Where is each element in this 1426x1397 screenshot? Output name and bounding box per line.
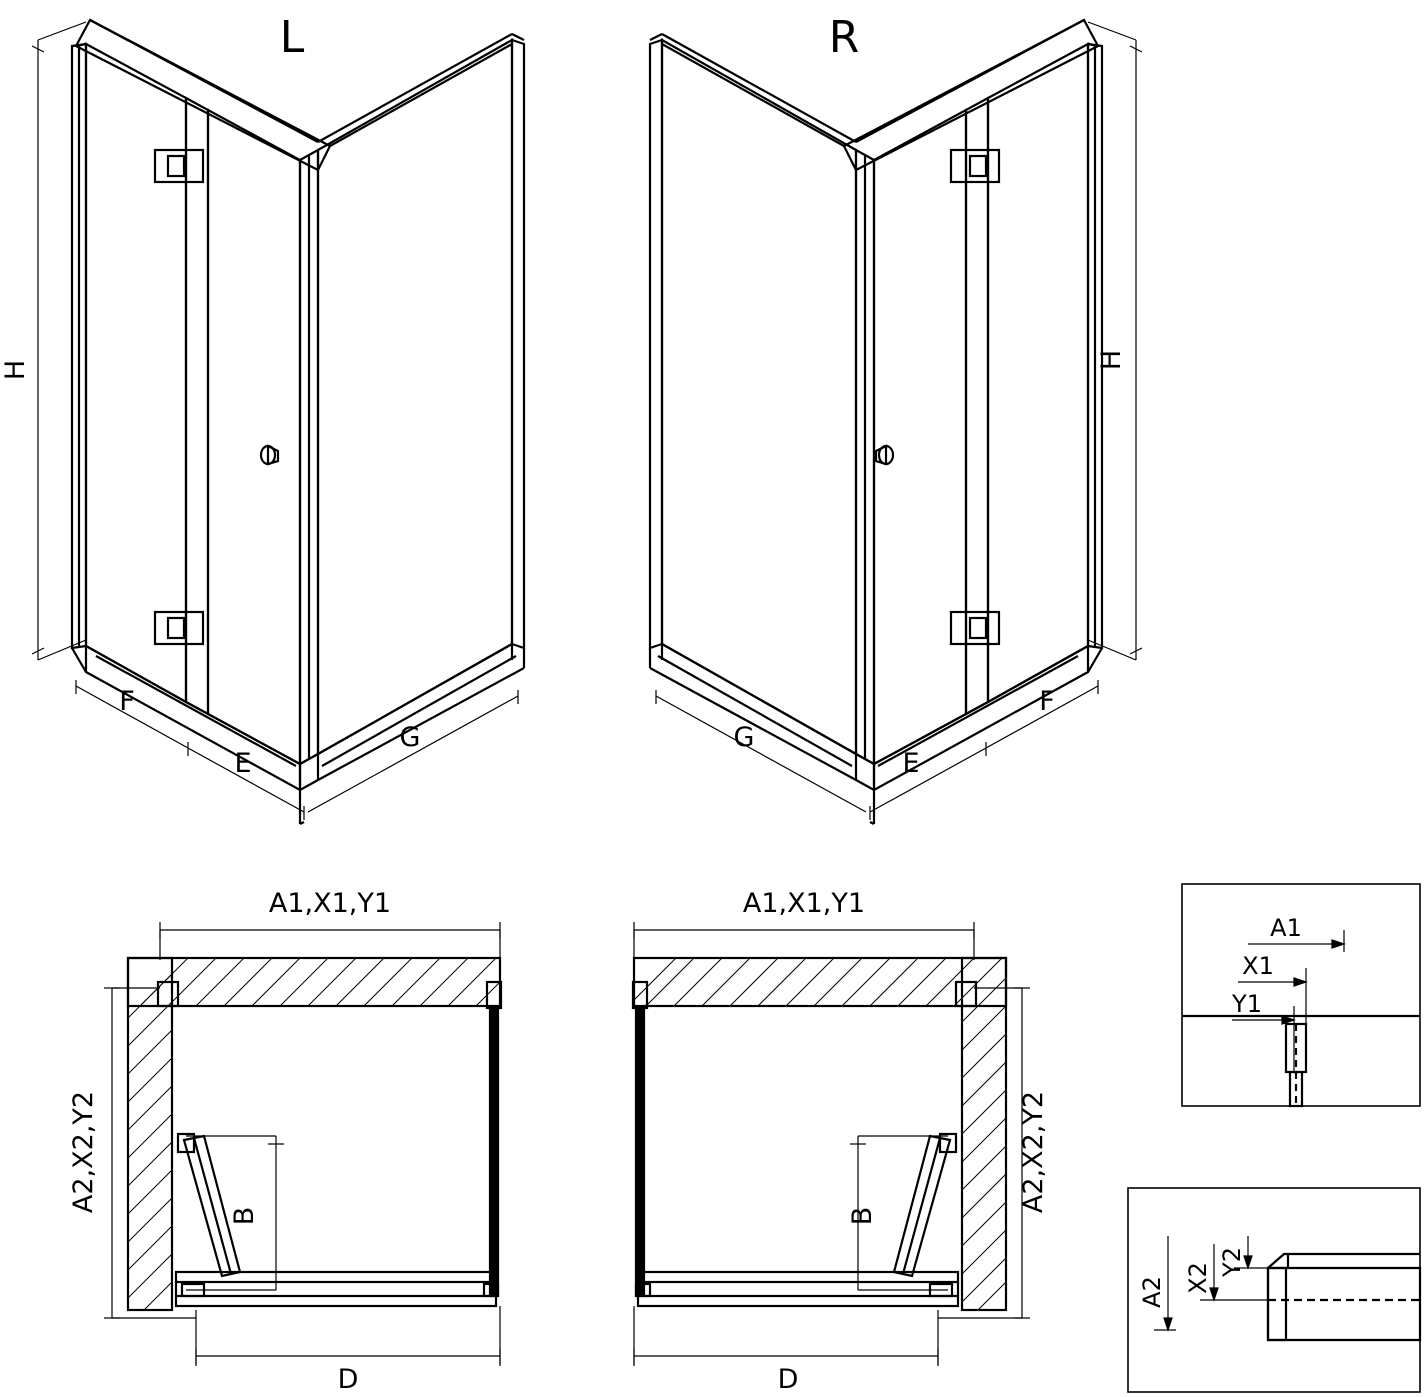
dim-bottom-left [76,680,518,820]
top-rail-right [844,20,1098,170]
dim-a1x1y1-right [634,922,974,990]
hinge-lower-left [155,612,203,644]
detail-label-y2: Y2 [1218,1247,1246,1277]
hinge-upper-right [951,150,999,182]
fixed-panel-f-left [86,44,186,702]
door-stile-left [186,98,208,714]
front-track-left-plan [176,1296,496,1306]
dim-label-a1x1y1-right: A1,X1,Y1 [742,888,866,919]
dim-label-e-left: E [234,748,252,779]
detail-label-x1: X1 [1242,952,1274,980]
detail-glass-bottom [1268,1268,1420,1340]
dim-bottom-right [656,680,1098,820]
side-panel-g-right [662,40,856,754]
dim-label-d-left: D [337,1364,359,1395]
dim-label-g-left: G [399,722,421,753]
door-knob-right [876,446,893,464]
dim-label-a2x2y2-left: A2,X2,Y2 [68,1090,99,1214]
dim-label-h-left: H [0,359,31,381]
front-glass-right-plan [638,1272,958,1282]
dim-d-left [196,1306,500,1366]
detail-label-a2: A2 [1138,1276,1166,1308]
view-title-left: L [279,12,305,63]
left-edge-profile-right [650,40,662,648]
dim-label-f-left: F [119,686,135,717]
side-glass-left-plan [490,1008,498,1294]
detail-label-x2: X2 [1184,1262,1212,1294]
dim-label-e-right: E [902,748,920,779]
dim-label-b-right: B [847,1206,878,1226]
dim-label-a1x1y1-left: A1,X1,Y1 [268,888,392,919]
door-panel-e-left [208,110,300,764]
detail-box-bottom [1128,1188,1420,1392]
dim-a1x1y1-left [160,922,500,990]
dim-label-b-left: B [229,1206,260,1226]
dim-label-d-right: D [777,1364,799,1395]
iso-view-right [650,20,1142,824]
hinge-lower-right [951,612,999,644]
side-panel-g-left [318,40,512,754]
front-track-right-plan [638,1296,958,1306]
door-panel-e-right [874,110,966,764]
detail-profile-bottom [1268,1254,1420,1268]
tray-bottom-left [72,648,524,790]
detail-end-cap [1268,1268,1286,1340]
wall-side-right [962,958,1006,1310]
front-glass-left-plan [176,1272,496,1282]
right-edge-profile-left [512,40,524,648]
detail-label-a1: A1 [1270,914,1302,942]
detail-bottom-right [1128,1188,1420,1392]
dim-label-a2x2y2-right: A2,X2,Y2 [1018,1090,1049,1214]
hinge-upper-left [155,150,203,182]
fixed-panel-f-right [988,44,1088,702]
dim-label-f-right: F [1039,686,1055,717]
dim-d-right [634,1306,938,1366]
plan-view-left [104,922,501,1366]
side-glass-right-plan [636,1008,644,1294]
dim-label-h-right: H [1096,349,1127,371]
plan-view-right [633,922,1030,1366]
door-knob-left [261,446,278,464]
detail-label-y1: Y1 [1232,990,1262,1018]
iso-view-left [32,20,524,824]
view-title-right: R [828,12,860,63]
dim-label-g-right: G [733,722,755,753]
tray-bottom-right [650,648,1102,790]
